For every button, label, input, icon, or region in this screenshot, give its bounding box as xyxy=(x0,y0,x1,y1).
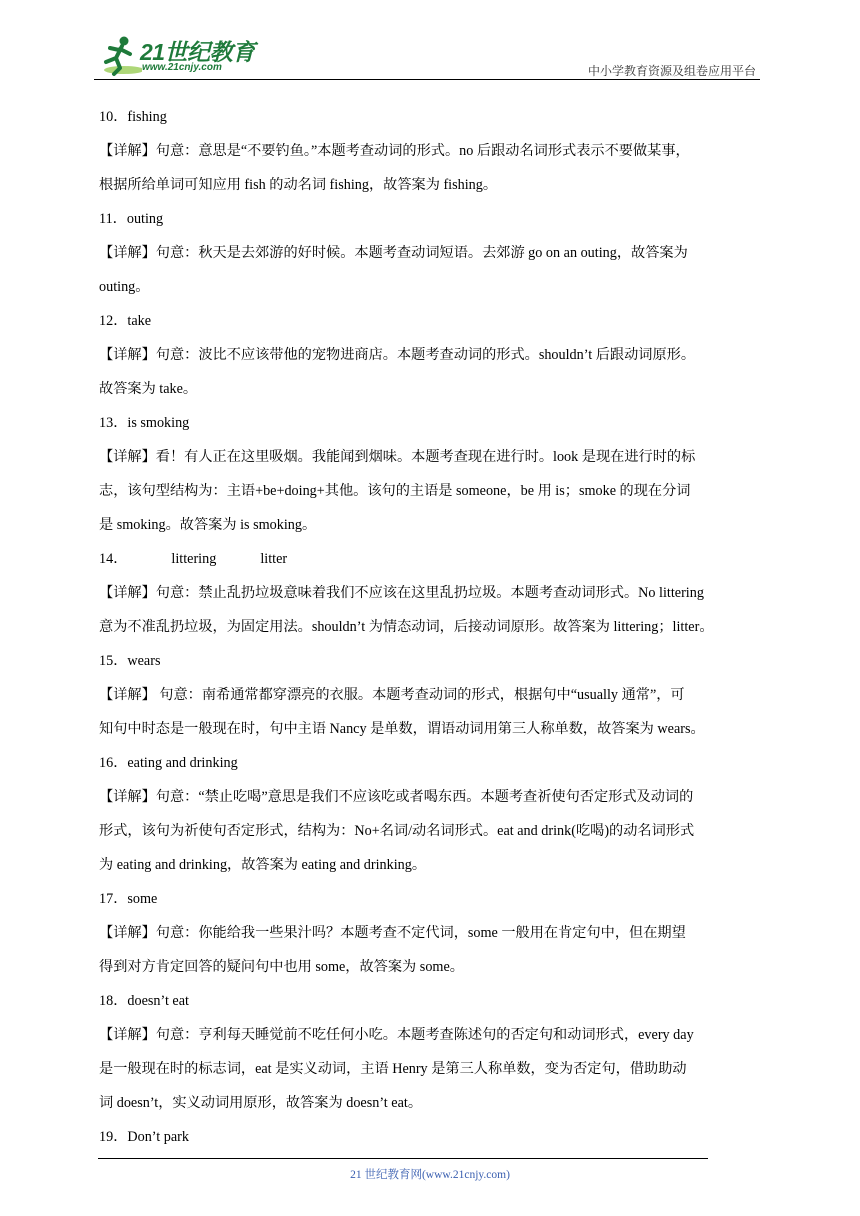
detail-line: 是 smoking。故答案为 is smoking。 xyxy=(99,517,317,533)
detail-line: 【详解】句意：亨利每天睡觉前不吃任何小吃。本题考查陈述句的否定句和动词形式，every day xyxy=(99,1027,694,1043)
header-divider xyxy=(94,79,760,80)
detail-line: 【详解】句意：波比不应该带他的宠物进商店。本题考查动词的形式。shouldn’t 后跟动词原形。 xyxy=(99,347,696,363)
answer-text: litter xyxy=(260,551,288,567)
detail-line: 知句中时态是一般现在时，句中主语 Nancy 是单数，谓语动词用第三人称单数，故答案为 wears。 xyxy=(99,721,705,737)
answer-line xyxy=(99,882,762,916)
answer-line xyxy=(99,644,762,678)
answer-text: 11．outing xyxy=(99,211,164,227)
answer-text: 14． xyxy=(99,551,128,567)
answer-line xyxy=(99,1120,762,1154)
logo-text: 21世纪教育 xyxy=(140,39,255,65)
footer-divider xyxy=(98,1158,708,1159)
footer-link[interactable]: 21 世纪教育网(www.21cnjy.com) xyxy=(350,1169,510,1181)
runner-logo-icon xyxy=(94,34,142,78)
detail-line: 【详解】句意：禁止乱扔垃圾意味着我们不应该在这里乱扔垃圾。本题考查动词形式。No littering xyxy=(99,585,704,601)
answer-text: 18．doesn’t eat xyxy=(99,993,189,1009)
answer-text: 13．is smoking xyxy=(99,415,190,431)
answer-line xyxy=(99,542,762,576)
detail-line: 【详解】句意：你能给我一些果汁吗？本题考查不定代词，some 一般用在肯定句中，但在期望 xyxy=(99,925,686,941)
detail-line: 根据所给单词可知应用 fish 的动名词 fishing，故答案为 fishing。 xyxy=(99,177,498,193)
answer-line xyxy=(99,202,762,236)
answer-line xyxy=(99,984,762,1018)
detail-line: 词 doesn’t，实义动词用原形，故答案为 doesn’t eat。 xyxy=(99,1095,423,1111)
detail-line: 形式，该句为祈使句否定形式，结构为：No+名词/动名词形式。eat and drink(吃喝)的动名词形式 xyxy=(99,823,695,839)
answer-text: 15．wears xyxy=(99,653,161,669)
detail-line: outing。 xyxy=(99,279,150,295)
answer-text: 16．eating and drinking xyxy=(99,755,238,771)
detail-line: 【详解】 句意：南希通常都穿漂亮的衣服。本题考查动词的形式，根据句中“usually 通常”，可 xyxy=(99,687,685,703)
detail-line: 是一般现在时的标志词，eat 是实义动词，主语 Henry 是第三人称单数，变为否定句，借助助动 xyxy=(99,1061,687,1077)
answer-text: 10．fishing xyxy=(99,109,167,125)
detail-line: 【详解】看！有人正在这里吸烟。我能闻到烟味。本题考查现在进行时。look 是现在进行时的标 xyxy=(99,449,696,465)
detail-line: 得到对方肯定回答的疑问句中也用 some，故答案为 some。 xyxy=(99,959,464,975)
answer-key-content xyxy=(99,100,762,1154)
answer-text: littering xyxy=(171,551,217,567)
detail-line: 故答案为 take。 xyxy=(99,381,198,397)
page-header xyxy=(0,0,860,80)
detail-line: 志，该句型结构为：主语+be+doing+其他。该句的主语是 someone，be 用 is；smoke 的现在分词 xyxy=(99,483,691,499)
answer-text: 19．Don’t park xyxy=(99,1129,189,1145)
detail-line: 意为不准乱扔垃圾，为固定用法。shouldn’t 为情态动词，后接动词原形。故答案为 littering；litter。 xyxy=(99,619,714,635)
site-logo[interactable] xyxy=(94,34,269,78)
detail-line: 【详解】句意：“禁止吃喝”意思是我们不应该吃或者喝东西。本题考查祈使句否定形式及动词的 xyxy=(99,789,694,805)
detail-line: 【详解】句意：意思是“不要钓鱼。”本题考查动词的形式。no 后跟动名词形式表示不要做某事， xyxy=(99,143,690,159)
answer-line xyxy=(99,406,762,440)
detail-line: 为 eating and drinking，故答案为 eating and drinking。 xyxy=(99,857,427,873)
answer-line xyxy=(99,304,762,338)
platform-name: 中小学教育资源及组卷应用平台 xyxy=(587,64,756,78)
logo-url: www.21cnjy.com xyxy=(142,62,222,73)
answer-line xyxy=(99,100,762,134)
answer-text: 17．some xyxy=(99,891,158,907)
answer-text: 12．take xyxy=(99,313,152,329)
answer-line xyxy=(99,746,762,780)
detail-line: 【详解】句意：秋天是去郊游的好时候。本题考查动词短语。去郊游 go on an outing，故答案为 xyxy=(99,245,688,261)
